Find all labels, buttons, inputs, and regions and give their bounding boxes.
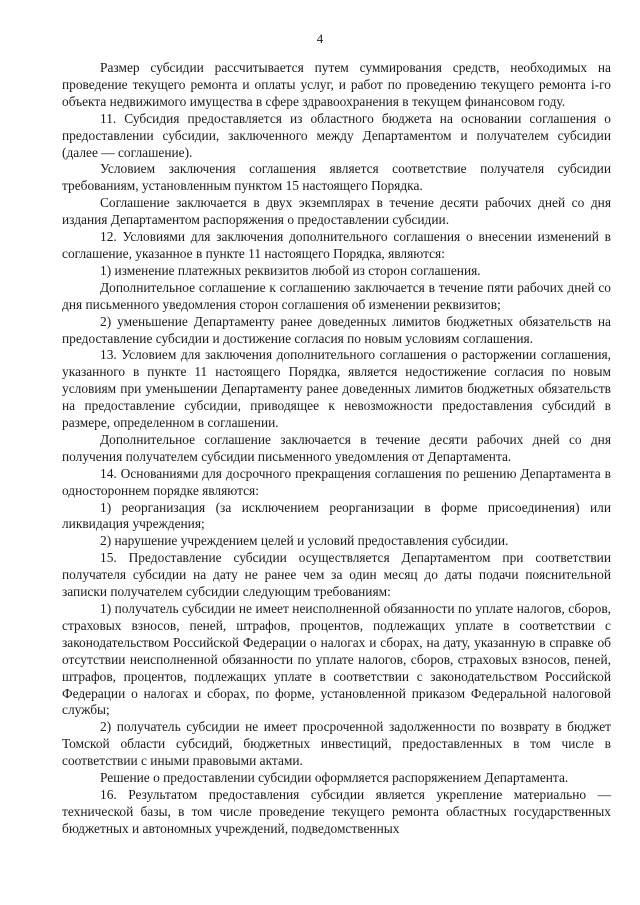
paragraph: Соглашение заключается в двух экземплярах в течение десяти рабочих дней со дня издания Департаментом распоряжения о предоставлении субсидии. [62,195,611,228]
paragraph: 11. Субсидия предоставляется из областного бюджета на основании соглашения о предоставлении субсидии, заключенного между Департаментом и получателем субсидии (далее — соглашение). [62,110,611,160]
paragraph: 2) получатель субсидии не имеет просроченной задолженности по возврату в бюджет Томской области субсидий, бюджетных инвестиций, предоставленных в том числе в соответствии с иными правовыми актами. [62,719,611,769]
paragraph: 12. Условиями для заключения дополнительного соглашения о внесении изменений в соглашение, указанное в пункте 11 настоящего Порядка, являются: [62,229,611,261]
paragraph: 13. Условием для заключения дополнительного соглашения о расторжении соглашения, указанного в пункте 11 настоящего Порядка, является недостижение согласия по новым условиям при уменьшении Департаменту ранее доведенных лимитов бюджетных обязательств на предоставление субсидии, приводящее к невозможности предоставления субсидий в размере, определенном в соглашении. [62,347,611,431]
document-body [62,60,611,838]
paragraph: Размер субсидии рассчитывается путем суммирования средств, необходимых на проведение текущего ремонта и оплаты услуг, и работ по проведению текущего ремонта i-го объекта недвижимого имущества в сфере здравоохранения в текущем финансовом году. [62,60,611,109]
paragraph: Условием заключения соглашения является соответствие получателя субсидии требованиям, установленным пунктом 15 настоящего Порядка. [62,161,611,194]
paragraph: 1) получатель субсидии не имеет неисполненной обязанности по уплате налогов, сборов, страховых взносов, пеней, штрафов, процентов, подлежащих уплате в соответствии с законодательством Российской Федерации о налогах и сборах, на дату, указанную в справке об отсутствии неисполненной обязанности по уплате налогов, сборов, страховых взносов, пеней, штрафов, процентов, подлежащих уплате в соответствии с законодательством Российской Федерации о налогах и сборах, по форме, установленной приказом Федеральной налоговой службы; [62,601,611,718]
paragraph: Дополнительное соглашение к соглашению заключается в течение пяти рабочих дней со дня письменного уведомления сторон соглашения об изменении реквизитов; [62,279,611,312]
page-number: 4 [316,31,324,46]
paragraph: 2) нарушение учреждением целей и условий предоставления субсидии. [100,533,509,549]
paragraph: 1) изменение платежных реквизитов любой из сторон соглашения. [100,262,481,278]
paragraph: 2) уменьшение Департаменту ранее доведенных лимитов бюджетных обязательств на предоставление субсидии и достижение согласия по новым условиям соглашения. [62,313,611,346]
paragraph: 15. Предоставление субсидии осуществляется Департаментом при соответствии получателя субсидии на дату не ранее чем за один месяц до даты подачи пояснительной записки получателем субсидии следующим требованиям: [62,550,611,600]
paragraph: 1) реорганизация (за исключением реорганизации в форме присоединения) или ликвидация учреждения; [62,499,611,532]
paragraph: Решение о предоставлении субсидии оформляется распоряжением Департамента. [100,770,569,786]
paragraph: 16. Результатом предоставления субсидии является укрепление материально — технической базы, в том числе проведение текущего ремонта областных государственных бюджетных и автономных учреждений, подведомственных [62,786,611,836]
paragraph: Дополнительное соглашение заключается в течение десяти рабочих дней со дня получения получателем субсидии письменного уведомления от Департамента. [62,431,611,464]
paragraph: 14. Основаниями для досрочного прекращения соглашения по решению Департамента в одностороннем порядке являются: [62,465,611,498]
